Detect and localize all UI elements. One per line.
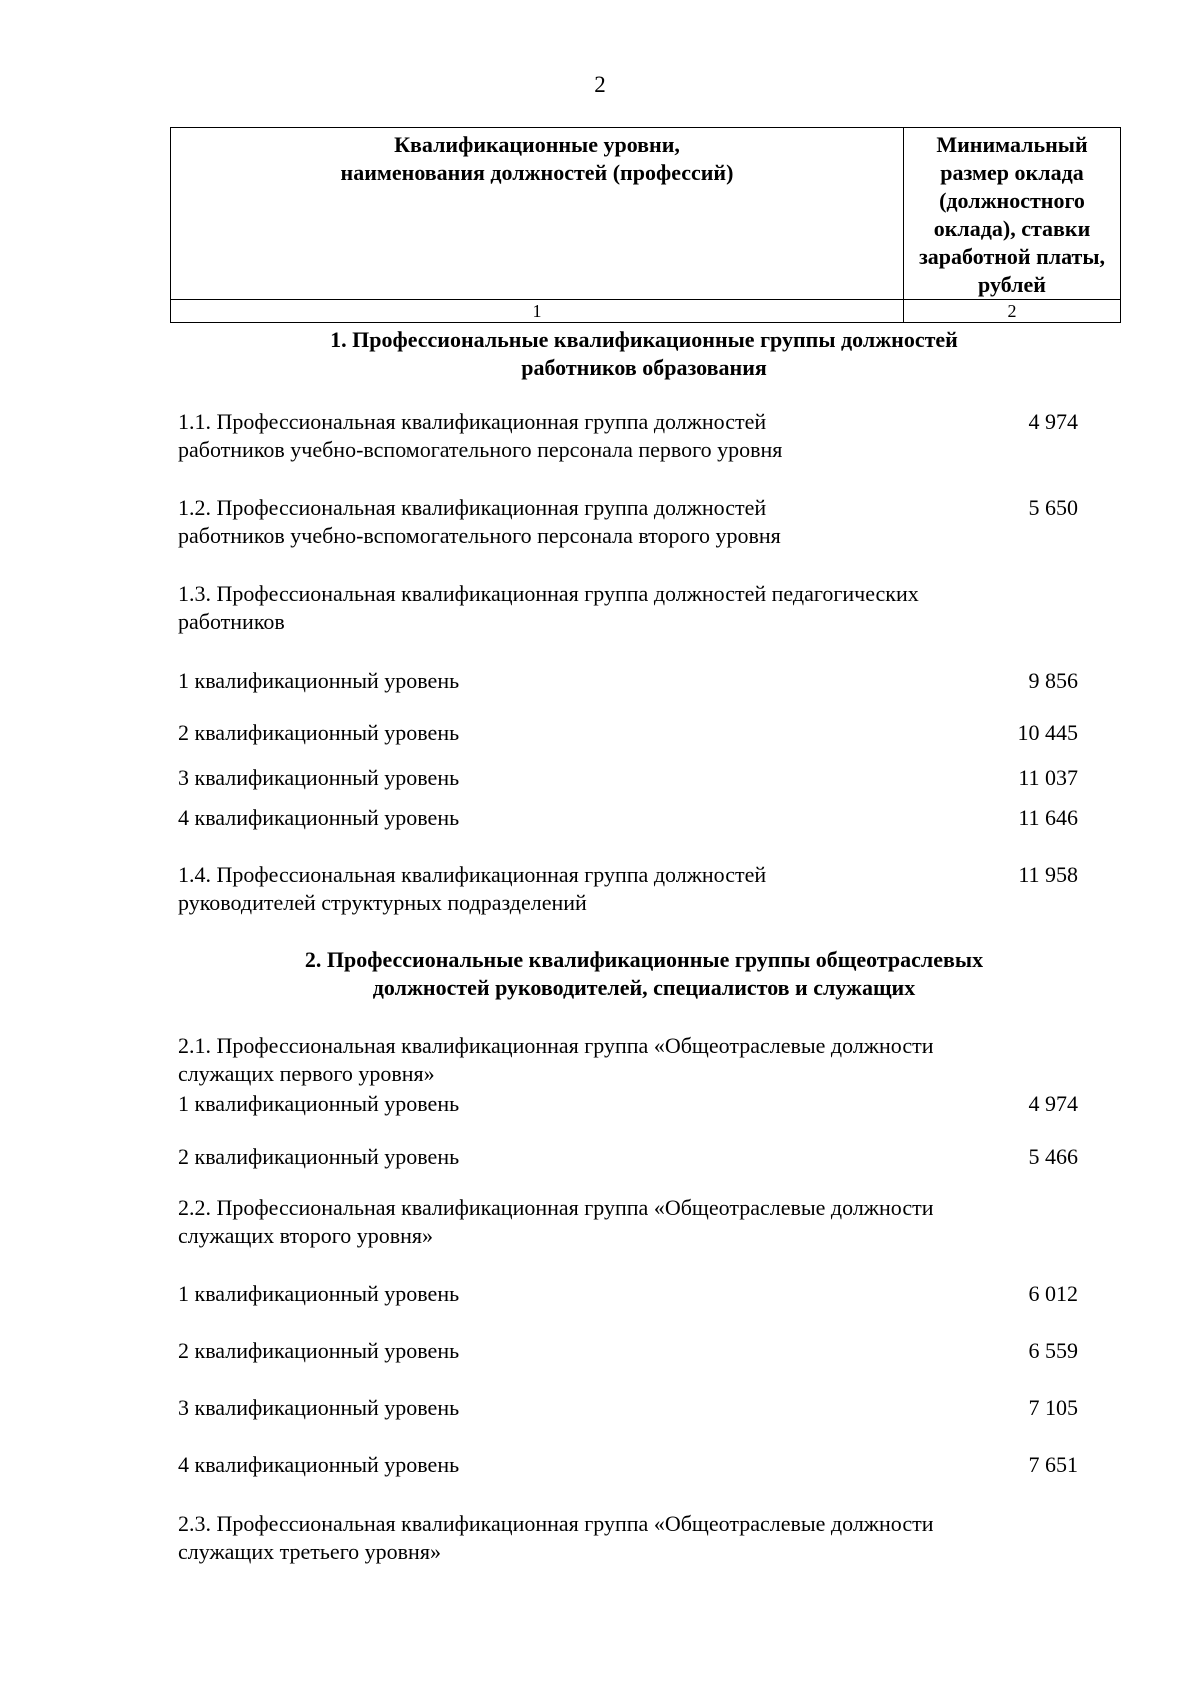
page-number: 2 [594, 72, 606, 97]
group-1-3-label: 1.3. Профессиональная квалификационная группа должностей педагогических работников [178, 581, 919, 634]
level-2-1-1-value: 4 974 [1028, 1091, 1078, 1116]
level-2-1-2-value: 5 466 [1028, 1144, 1078, 1169]
salary-table-header [170, 127, 1121, 323]
level-2-1-1-label: 1 квалификационный уровень [178, 1091, 460, 1116]
level-2-2-1-label: 1 квалификационный уровень [178, 1281, 460, 1306]
column-number-2: 2 [904, 300, 1121, 323]
group-1-2-value: 5 650 [1028, 495, 1078, 520]
header-salary-text: Минимальный размер оклада (должностного оклада), ставки заработной платы, рублей [918, 132, 1106, 297]
group-1-2-label: 1.2. Профессиональная квалификационная группа должностей работников учебно-вспомогательного персонала второго уровня [178, 495, 781, 548]
level-2-2-1-value: 6 012 [1028, 1281, 1078, 1306]
group-2-3-label: 2.3. Профессиональная квалификационная группа «Общеотраслевые должности служащих третьего уровня» [178, 1511, 934, 1564]
level-2-2-3-value: 7 105 [1028, 1395, 1078, 1420]
level-1-3-3-label: 3 квалификационный уровень [178, 765, 460, 790]
level-1-3-4-value: 11 646 [1018, 805, 1078, 830]
level-2-2-4-value: 7 651 [1028, 1452, 1078, 1477]
group-1-1-value: 4 974 [1028, 409, 1078, 434]
group-1-4-label: 1.4. Профессиональная квалификационная группа должностей руководителей структурных подразделений [178, 862, 767, 915]
header-positions-text: Квалификационные уровни, наименования должностей (профессий) [340, 132, 734, 185]
header-cell-salary [904, 128, 1121, 300]
header-cell-positions [171, 128, 904, 300]
level-2-2-2-label: 2 квалификационный уровень [178, 1338, 460, 1363]
level-2-2-3-label: 3 квалификационный уровень [178, 1395, 460, 1420]
group-2-2-label: 2.2. Профессиональная квалификационная группа «Общеотраслевые должности служащих второго уровня» [178, 1195, 934, 1248]
level-2-1-2-label: 2 квалификационный уровень [178, 1144, 460, 1169]
level-1-3-4-label: 4 квалификационный уровень [178, 805, 460, 830]
group-1-1-label: 1.1. Профессиональная квалификационная группа должностей работников учебно-вспомогательного персонала первого уровня [178, 409, 783, 462]
group-2-1-label: 2.1. Профессиональная квалификационная группа «Общеотраслевые должности служащих первого уровня» [178, 1033, 934, 1086]
column-number-1: 1 [171, 300, 904, 323]
level-1-3-3-value: 11 037 [1018, 765, 1078, 790]
section-2-title: 2. Профессиональные квалификационные группы общеотраслевых должностей руководителей, специалистов и служащих [304, 947, 984, 1000]
level-1-3-2-label: 2 квалификационный уровень [178, 720, 460, 745]
level-2-2-4-label: 4 квалификационный уровень [178, 1452, 460, 1477]
level-2-2-2-value: 6 559 [1028, 1338, 1078, 1363]
group-1-4-value: 11 958 [1018, 862, 1078, 887]
section-1-title: 1. Профессиональные квалификационные группы должностей работников образования [330, 327, 958, 380]
level-1-3-2-value: 10 445 [1017, 720, 1078, 745]
level-1-3-1-value: 9 856 [1028, 668, 1078, 693]
level-1-3-1-label: 1 квалификационный уровень [178, 668, 460, 693]
